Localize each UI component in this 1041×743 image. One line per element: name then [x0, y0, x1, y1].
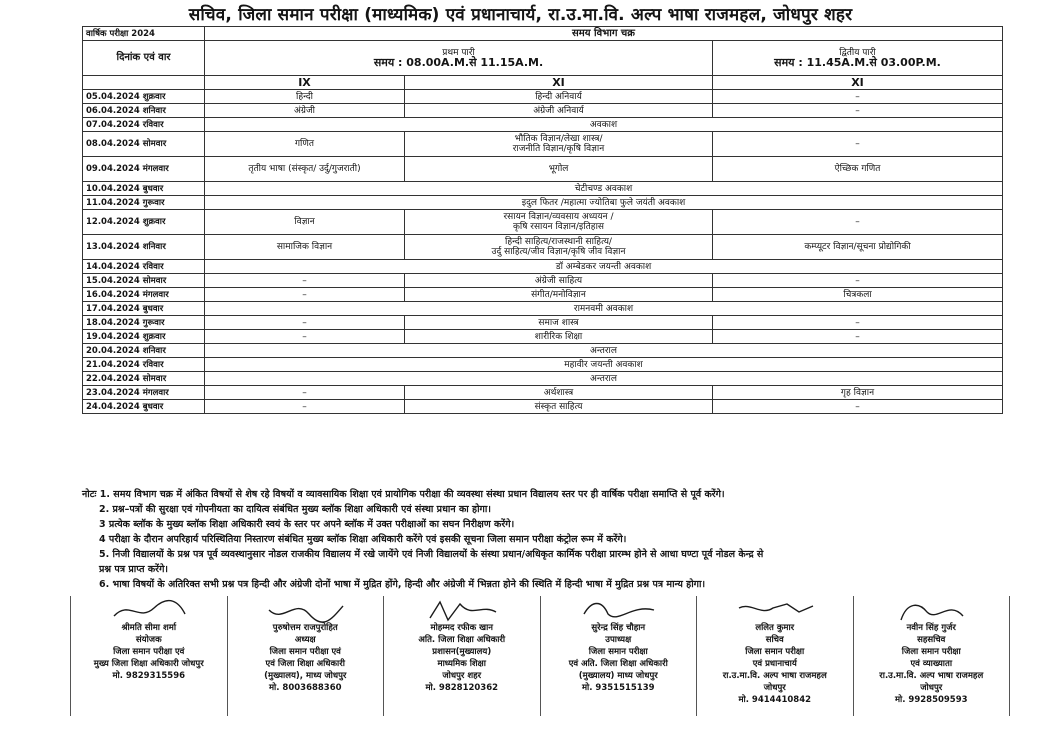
signatory-name: ललित कुमार: [755, 623, 795, 633]
class-xi-header-1: XI: [405, 76, 713, 90]
signatory-detail: (मुख्यालय), माध्य जोधपुर: [264, 671, 347, 681]
date-cell: 23.04.2024 मंगलवार: [83, 386, 205, 400]
subject-cell-xi2: –: [713, 90, 1003, 104]
signature-scrawl-icon: [265, 598, 345, 624]
subject-cell-xi2: –: [713, 330, 1003, 344]
table-row: [83, 330, 1003, 344]
header-row-classes: [83, 76, 1003, 90]
date-cell: 19.04.2024 शुक्रवार: [83, 330, 205, 344]
subject-cell-xi1: अंग्रेजी साहित्य: [405, 274, 713, 288]
subject-cell-xi1: हिन्दी अनिवार्य: [405, 90, 713, 104]
date-cell: 20.04.2024 शनिवार: [83, 344, 205, 358]
session2-label: द्वितीय पारी: [839, 48, 876, 58]
signatory-detail: जिला समान परीक्षा: [745, 647, 805, 657]
signatory-name: श्रीमति सीमा शर्मा: [121, 623, 177, 633]
exam-label: वार्षिक परीक्षा 2024: [83, 27, 205, 41]
subject-cell-xi1: अर्थशास्त्र: [405, 386, 713, 400]
date-cell: 06.04.2024 शनिवार: [83, 104, 205, 118]
signatory-name: पुरुषोत्तम राजपुरोहित: [272, 623, 338, 633]
date-cell: 17.04.2024 बुधवार: [83, 302, 205, 316]
note-line: नोटः 1. समय विभाग चक्र में अंकित विषयों से शेष रहे विषयों व व्यावसायिक शिक्षा एवं प्रायोगिक परीक्षा की व्यवस्था संस्था प्रधान विद्यालय स्तर पर ही वार्षिक परीक्षा समाप्ति से पूर्व करेंगे।: [82, 489, 725, 500]
signature-scrawl-icon: [735, 598, 815, 624]
signatory-detail: (मुख्यालय) माध्य जोधपुर: [578, 671, 658, 681]
date-cell: 11.04.2024 गुरूवार: [83, 196, 205, 210]
date-cell: 15.04.2024 सोमवार: [83, 274, 205, 288]
header-row-top: [83, 27, 1003, 41]
subject-cell-ix: –: [205, 316, 405, 330]
holiday-cell: महावीर जयन्ती अवकाश: [205, 358, 1003, 372]
signatory-detail: उपाध्यक्ष: [605, 635, 632, 645]
signatory-detail: एवं अति. जिला शिक्षा अधिकारी: [568, 659, 668, 669]
session2-cell: [713, 41, 1003, 76]
holiday-cell: अवकाश: [205, 118, 1003, 132]
date-cell: 22.04.2024 सोमवार: [83, 372, 205, 386]
signatory-detail: एवं व्याख्याता: [910, 659, 953, 669]
table-row: [83, 344, 1003, 358]
table-row: [83, 196, 1003, 210]
holiday-cell: रामनवमी अवकाश: [205, 302, 1003, 316]
date-header: दिनांक एवं वार: [83, 41, 205, 76]
date-cell: 05.04.2024 शुक्रवार: [83, 90, 205, 104]
class-xi-header-2: XI: [713, 76, 1003, 90]
subject-cell-xi2: गृह विज्ञान: [713, 386, 1003, 400]
subject-cell-ix: –: [205, 274, 405, 288]
subject-cell-ix: –: [205, 330, 405, 344]
table-row: [83, 90, 1003, 104]
session2-time: समय : 11.45A.M.से 03.00P.M.: [774, 56, 941, 69]
signatory-detail: मो. 9351515139: [581, 683, 655, 693]
subject-cell-xi1: हिन्दी साहित्य/राजस्थानी साहित्य/ उर्दु साहित्य/जीव विज्ञान/कृषि जीव विज्ञान: [405, 235, 713, 260]
signature-block: [227, 596, 384, 716]
subject-cell-ix: हिन्दी: [205, 90, 405, 104]
signatory-detail: जोधपुर: [920, 683, 943, 693]
signature-block: [696, 596, 853, 716]
subject-cell-ix: अंग्रेजी: [205, 104, 405, 118]
signatory-detail: मुख्य जिला शिक्षा अधिकारी जोधपुर: [93, 659, 204, 669]
signatory-detail: मो. 9414410842: [738, 695, 812, 705]
signatory-detail: मो. 8003688360: [268, 683, 342, 693]
signatory-detail: रा.उ.मा.वि. अल्प भाषा राजमहल: [722, 671, 827, 681]
table-row: [83, 235, 1003, 260]
signatory-detail: अति. जिला शिक्षा अधिकारी: [418, 635, 506, 645]
subject-cell-xi2: –: [713, 400, 1003, 414]
signature-block: [540, 596, 697, 716]
signatory-detail: जिला समान परीक्षा एवं: [269, 647, 341, 657]
signatory-detail: जिला समान परीक्षा: [901, 647, 961, 657]
signatory-detail: माध्यमिक शिक्षा: [437, 659, 486, 669]
session1-time: समय : 08.00A.M.से 11.15A.M.: [373, 56, 544, 69]
holiday-cell: अन्तराल: [205, 344, 1003, 358]
signatory-detail: अध्यक्ष: [294, 635, 316, 645]
subject-cell-xi2: ऐच्छिक गणित: [713, 157, 1003, 182]
subject-cell-xi1: संगीत/मनोविज्ञान: [405, 288, 713, 302]
table-row: [83, 157, 1003, 182]
subject-cell-xi1: भौतिक विज्ञान/लेखा शास्त्र/ राजनीति विज्ञान/कृषि विज्ञान: [405, 132, 713, 157]
subject-cell-xi2: –: [713, 274, 1003, 288]
schedule-table: [82, 26, 1003, 414]
subject-cell-xi1: शारीरिक शिक्षा: [405, 330, 713, 344]
subject-cell-xi2: कम्प्यूटर विज्ञान/सूचना प्रोद्योगिकी: [713, 235, 1003, 260]
date-cell: 10.04.2024 बुधवार: [83, 182, 205, 196]
holiday-cell: डॉ अम्बेडकर जयन्ती अवकाश: [205, 260, 1003, 274]
signatory-name: सुरेन्द्र सिंह चौहान: [591, 623, 646, 633]
signatory-detail: सहसचिव: [917, 635, 946, 645]
signature-block: [853, 596, 1011, 716]
notes-section: [82, 487, 1032, 592]
schedule-label: समय विभाग चक्र: [205, 27, 1003, 41]
holiday-cell: इदुल फितर /महात्मा ज्योतिबा फुले जयंती अवकाश: [205, 196, 1003, 210]
subject-cell-ix: सामाजिक विज्ञान: [205, 235, 405, 260]
note-line: 3 प्रत्येक ब्लॉक के मुख्य ब्लॉक शिक्षा अधिकारी स्वयं के स्तर पर अपने ब्लॉक में उक्त परीक्षाओं का सघन निरीक्षण करेंगे।: [99, 519, 515, 530]
signatory-detail: संयोजक: [135, 635, 162, 645]
signatory-detail: जिला समान परीक्षा एवं: [113, 647, 185, 657]
holiday-cell: अन्तराल: [205, 372, 1003, 386]
subject-cell-xi1: समाज शास्त्र: [405, 316, 713, 330]
signature-block: [383, 596, 540, 716]
table-row: [83, 182, 1003, 196]
table-row: [83, 358, 1003, 372]
signatory-detail: एवं प्रधानाचार्य: [752, 659, 797, 669]
date-cell: 12.04.2024 शुक्रवार: [83, 210, 205, 235]
date-cell: 16.04.2024 मंगलवार: [83, 288, 205, 302]
table-row: [83, 104, 1003, 118]
subject-cell-xi2: –: [713, 210, 1003, 235]
date-cell: 07.04.2024 रविवार: [83, 118, 205, 132]
subject-cell-xi2: चित्रकला: [713, 288, 1003, 302]
signatory-detail: जोधपुर शहर: [442, 671, 482, 681]
signature-scrawl-icon: [109, 598, 189, 624]
session1-label: प्रथम पारी: [442, 48, 475, 58]
date-cell: 09.04.2024 मंगलवार: [83, 157, 205, 182]
signatory-detail: मो. 9928509593: [894, 695, 968, 705]
note-line: प्रश्न पत्र प्राप्त करेंगे।: [99, 564, 169, 575]
holiday-cell: चेटीचण्ड अवकाश: [205, 182, 1003, 196]
table-row: [83, 372, 1003, 386]
date-cell: 18.04.2024 गुरूवार: [83, 316, 205, 330]
subject-cell-xi1: रसायन विज्ञान/व्यवसाय अध्ययन / कृषि रसायन विज्ञान/इतिहास: [405, 210, 713, 235]
table-row: [83, 210, 1003, 235]
table-row: [83, 274, 1003, 288]
subject-cell-ix: –: [205, 288, 405, 302]
table-row: [83, 302, 1003, 316]
signature-block: [70, 596, 227, 716]
date-cell: 24.04.2024 बुधवार: [83, 400, 205, 414]
signatures-section: [70, 596, 1010, 716]
subject-cell-xi1: संस्कृत साहित्य: [405, 400, 713, 414]
date-cell: 08.04.2024 सोमवार: [83, 132, 205, 157]
note-line: 6. भाषा विषयों के अतिरिक्त सभी प्रश्न पत्र हिन्दी और अंग्रेजी दोनों भाषा में मुद्रित होंगे, हिन्दी और अंग्रेजी में भिन्नता होने की स्थिति में हिन्दी भाषा में मुद्रित प्रश्न पत्र मान्य होगा।: [99, 579, 706, 590]
signatory-detail: प्रशासन(मुख्यालय): [432, 647, 492, 657]
signatory-name: नवीन सिंह गुर्जर: [906, 623, 956, 633]
session1-cell: [205, 41, 713, 76]
signature-scrawl-icon: [891, 598, 971, 624]
subject-cell-xi2: –: [713, 104, 1003, 118]
subject-cell-ix: गणित: [205, 132, 405, 157]
header-row-sessions: [83, 41, 1003, 76]
table-row: [83, 118, 1003, 132]
table-row: [83, 400, 1003, 414]
table-row: [83, 132, 1003, 157]
subject-cell-ix: तृतीय भाषा (संस्कृत/ उर्दु/गुजराती): [205, 157, 405, 182]
signatory-detail: रा.उ.मा.वि. अल्प भाषा राजमहल: [879, 671, 984, 681]
note-line: 5. निजी विद्यालयों के प्रश्न पत्र पूर्व व्यवस्थानुसार नोडल राजकीय विद्यालय में रखे जायेंगे एवं निजी विद्यालयों के संस्था प्रधान/अधिकृत कार्मिक परीक्षा प्रारम्भ होने से आधा घण्टा पूर्व नोडल केन्द्र से: [99, 549, 764, 560]
blank-cell: [83, 76, 205, 90]
signatory-detail: मो. 9828120362: [425, 683, 499, 693]
signatory-detail: जोधपुर: [763, 683, 786, 693]
date-cell: 21.04.2024 रविवार: [83, 358, 205, 372]
subject-cell-ix: –: [205, 386, 405, 400]
signature-scrawl-icon: [422, 598, 502, 624]
date-cell: 14.04.2024 रविवार: [83, 260, 205, 274]
date-cell: 13.04.2024 शनिवार: [83, 235, 205, 260]
note-line: 4 परीक्षा के दौरान अपरिहार्य परिस्थितिया निस्तारण संबंधित मुख्य ब्लॉक शिक्षा अधिकारी करेंगे एवं इसकी सूचना जिला समान परीक्षा कंट्रोल रूम में करेंगे।: [99, 534, 627, 545]
table-row: [83, 386, 1003, 400]
signature-scrawl-icon: [578, 598, 658, 624]
subject-cell-xi1: भूगोल: [405, 157, 713, 182]
note-line: 2. प्रश्न–पत्रों की सुरक्षा एवं गोपनीयता का दायित्व संबंधित मुख्य ब्लॉक शिक्षा अधिकारी एवं संस्था प्रधान का होगा।: [99, 504, 491, 515]
page-title: सचिव, जिला समान परीक्षा (माध्यमिक) एवं प्रधानाचार्य, रा.उ.मा.वि. अल्प भाषा राजमहल, जोधपुर शहर: [188, 5, 853, 25]
subject-cell-xi2: –: [713, 132, 1003, 157]
subject-cell-ix: विज्ञान: [205, 210, 405, 235]
class-ix-header: IX: [205, 76, 405, 90]
signatory-detail: जिला समान परीक्षा: [588, 647, 648, 657]
subject-cell-xi1: अंग्रेजी अनिवार्य: [405, 104, 713, 118]
table-row: [83, 316, 1003, 330]
subject-cell-ix: –: [205, 400, 405, 414]
signatory-detail: एवं जिला शिक्षा अधिकारी: [265, 659, 345, 669]
signatory-name: मोहम्मद रफीक खान: [430, 623, 493, 633]
table-row: [83, 288, 1003, 302]
table-row: [83, 260, 1003, 274]
subject-cell-xi2: –: [713, 316, 1003, 330]
signatory-detail: मो. 9829315596: [112, 671, 186, 681]
signatory-detail: सचिव: [765, 635, 784, 645]
